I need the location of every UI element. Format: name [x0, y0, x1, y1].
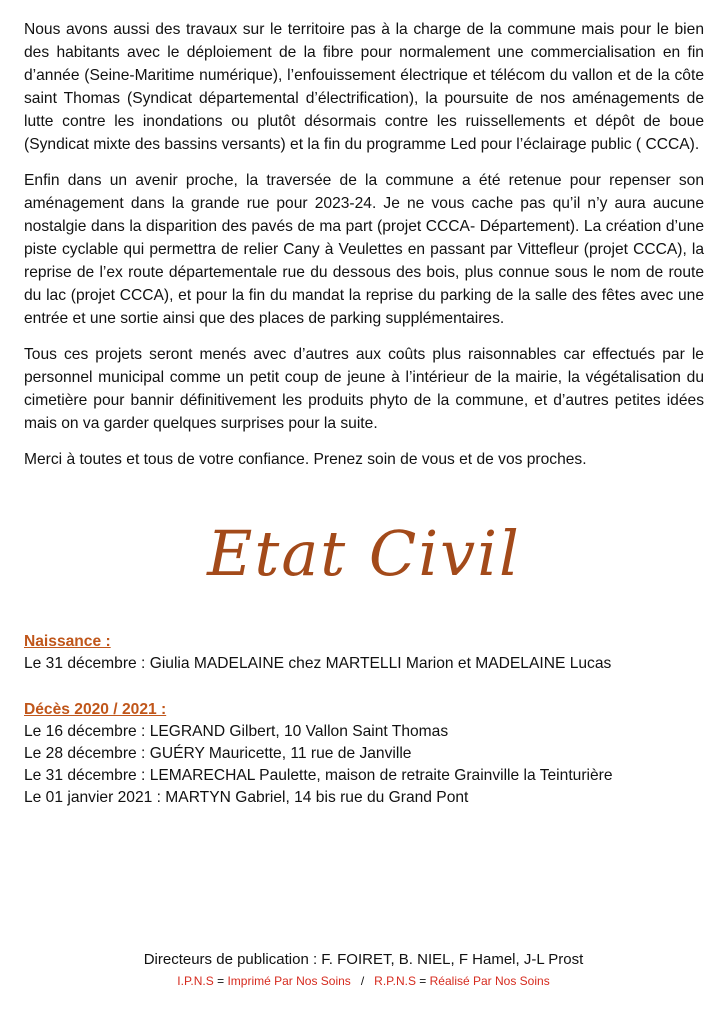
footer	[0, 950, 727, 990]
footer-separator: /	[350, 974, 375, 988]
footer-legend: I.P.N.S = Imprimé Par Nos Soins / R.P.N.S = Réalisé Par Nos Soins	[177, 974, 550, 988]
ipns-abbrev: I.P.N.S	[177, 974, 214, 988]
publication-directors: Directeurs de publication : F. FOIRET, B. NIEL, F Hamel, J-L Prost	[143, 951, 584, 968]
deces-section	[24, 699, 704, 809]
deces-entry: Le 31 décembre : LEMARECHAL Paulette, maison de retraite Grainville la Teinturière	[24, 767, 613, 784]
deces-entry: Le 16 décembre : LEGRAND Gilbert, 10 Vallon Saint Thomas	[24, 723, 449, 740]
rpns-meaning: Réalisé Par Nos Soins	[429, 974, 550, 988]
paragraph-travaux: Nous avons aussi des travaux sur le territoire pas à la charge de la commune mais pour le bien des habitants avec le déploiement de la fibre pour normalement une commercialisation en fin d’année (Seine-Maritime numérique), l’enfouissement électrique et télécom du vallon et de la côte saint Thomas (Syndicat départemental d’électrification), la poursuite de nos aménagements de lutte contre les inondations ou plutôt désormais contre les ruissellements et dépôt de boue (Syndicat mixte des bassins versants) et la fin du programme Led pour l’éclairage public ( CCCA).	[24, 21, 704, 153]
document-page	[24, 18, 704, 809]
deces-heading: Décès 2020 / 2021 :	[24, 701, 167, 718]
etat-civil-header	[24, 517, 704, 625]
naissance-heading: Naissance :	[24, 633, 111, 650]
naissance-section	[24, 631, 704, 675]
paragraph-remerciements: Merci à toutes et tous de votre confiance. Prenez soin de vous et de vos proches.	[24, 451, 587, 468]
deces-entry: Le 28 décembre : GUÉRY Mauricette, 11 rue de Janville	[24, 745, 412, 762]
ipns-meaning: Imprimé Par Nos Soins	[227, 974, 351, 988]
paragraph-avenir: Enfin dans un avenir proche, la traversée de la commune a été retenue pour repenser son aménagement dans la grande rue pour 2023-24. Je ne vous cache pas qu’il n’y aura aucune nostalgie dans la disparition des pavés de ma part (projet CCCA- Département). La création d’une piste cyclable qui permettra de relier Cany à Veulettes en passant par Vittefleur (projet CCCA), la reprise de l’ex route départementale rue du dessous des bois, plus connue sous le nom de route du lac (projet CCCA), et pour la fin du mandat la reprise du parking de la salle des fêtes avec une entrée et une sortie ainsi que des places de parking supplémentaires.	[24, 172, 704, 327]
naissance-entry: Le 31 décembre : Giulia MADELAINE chez MARTELLI Marion et MADELAINE Lucas	[24, 655, 612, 672]
deces-entry: Le 01 janvier 2021 : MARTYN Gabriel, 14 bis rue du Grand Pont	[24, 789, 469, 806]
etat-civil-title: Etat Civil	[207, 517, 521, 590]
paragraph-projets: Tous ces projets seront menés avec d’autres aux coûts plus raisonnables car effectués par le personnel municipal comme un petit coup de jeune à l’intérieur de la mairie, la végétalisation du cimetière pour bannir définitivement les produits phyto de la commune, et d’autres petites idées mais on va garder quelques surprises pour la suite.	[24, 346, 704, 432]
rpns-abbrev: R.P.N.S	[374, 974, 416, 988]
